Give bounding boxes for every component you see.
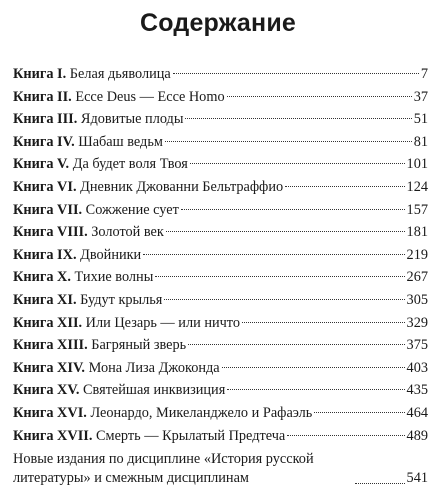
toc-chapter-name: Ecce Deus — Ecce Homo: [75, 88, 225, 105]
toc-entry: [13, 86, 428, 109]
toc-chapter-name: Леонардо, Микеланджело и Рафаэль: [90, 404, 313, 421]
toc-entry-final: [13, 450, 428, 488]
dot-leader: [181, 209, 405, 210]
toc-chapter-name: Мона Лиза Джоконда: [88, 359, 220, 376]
toc-chapter-name: Новые издания по дисциплине «История русской литературы» и смежным дисциплинам: [13, 451, 314, 487]
toc-entry: [13, 379, 428, 402]
toc-entry-title: [13, 221, 166, 244]
toc-page-number: 157: [406, 201, 428, 218]
dot-leader: [164, 299, 404, 300]
toc-entry-title: [13, 379, 227, 402]
toc-chapter-name: Да будет воля Твоя: [72, 156, 188, 173]
toc-book-number: Книга IV.: [13, 133, 75, 150]
toc-book-number: Книга VII.: [13, 201, 83, 218]
toc-page-number: 464: [406, 404, 428, 421]
toc-entry: [13, 402, 428, 425]
toc-page-number: 219: [406, 246, 428, 263]
toc-page-number: 435: [406, 382, 428, 399]
toc-chapter-name: Тихие волны: [74, 269, 154, 286]
toc-entry: [13, 221, 428, 244]
dot-leader: [155, 276, 404, 277]
toc-chapter-name: Святейшая инквизиция: [83, 382, 226, 399]
toc-entry: [13, 244, 428, 267]
toc-book-number: Книга III.: [13, 111, 78, 128]
toc-entry: [13, 289, 428, 312]
toc-book-number: Книга I.: [13, 66, 67, 82]
toc-entry-title: [13, 312, 242, 335]
toc-page-number: 37: [413, 88, 428, 105]
toc-book-number: Книга XVII.: [13, 427, 93, 444]
toc-entry: [13, 153, 428, 176]
toc-entry: [13, 312, 428, 335]
dot-leader: [287, 435, 404, 436]
toc-page-number: 51: [413, 111, 428, 128]
toc-chapter-name: Смерть — Крылатый Предтеча: [96, 427, 286, 444]
toc-page-number: 375: [406, 337, 428, 354]
toc-book-number: Книга XII.: [13, 314, 83, 331]
page-title: Содержание: [139, 9, 297, 37]
toc-page-number: 403: [406, 359, 428, 376]
toc-entry: [13, 199, 428, 222]
toc-entry-title: [13, 244, 143, 267]
toc-chapter-name: Багряный зверь: [91, 337, 187, 354]
dot-leader: [222, 367, 405, 368]
toc-book-number: Книга VIII.: [13, 224, 88, 241]
dot-leader: [188, 344, 404, 345]
toc-entry-title: [13, 131, 165, 154]
toc-chapter-name: Двойники: [80, 246, 142, 263]
toc-entry: [13, 131, 428, 154]
dot-leader: [173, 73, 419, 74]
toc-book-number: Книга XIII.: [13, 337, 88, 354]
toc-page-number: 7: [420, 66, 428, 82]
dot-leader: [227, 96, 412, 97]
toc-chapter-name: Белая дьяволица: [69, 66, 171, 82]
toc-entry: [13, 334, 428, 357]
toc-entry-title: [13, 199, 181, 222]
toc-page-number: 267: [406, 269, 428, 286]
toc-entry-title: [13, 357, 222, 380]
toc-page-number: 81: [413, 133, 428, 150]
toc-entry-title: [13, 63, 173, 86]
toc-entry-title: [13, 153, 190, 176]
toc-book-number: Книга X.: [13, 269, 71, 286]
toc-entry: [13, 108, 428, 131]
toc-chapter-name: Шабаш ведьм: [78, 133, 163, 150]
toc-page-number: 101: [406, 156, 428, 173]
toc-book-number: Книга XVI.: [13, 404, 87, 421]
dot-leader: [165, 141, 412, 142]
toc-entry: [13, 63, 428, 86]
toc-chapter-name: Сожжение сует: [85, 201, 179, 218]
toc-chapter-name: Ядовитые плоды: [80, 111, 184, 128]
toc-book-number: Книга II.: [13, 88, 72, 105]
toc-entry: [13, 176, 428, 199]
toc-page-number: 489: [406, 427, 428, 444]
dot-leader: [227, 389, 404, 390]
toc-entry: [13, 357, 428, 380]
dot-leader: [314, 412, 404, 413]
dot-leader: [242, 322, 405, 323]
toc-entry-title: [13, 334, 188, 357]
toc-book-number: Книга XV.: [13, 382, 80, 399]
toc-book-number: Книга XI.: [13, 291, 77, 308]
toc-chapter-name: Дневник Джованни Бельтраффио: [80, 178, 284, 195]
dot-leader: [185, 118, 411, 119]
toc-book-number: Книга V.: [13, 156, 70, 173]
toc-entry-title: [13, 86, 227, 109]
toc-entry: [13, 425, 428, 448]
toc-entry-title: [13, 425, 287, 448]
toc-book-number: Книга IX.: [13, 246, 77, 263]
toc-entry-title: [13, 176, 285, 199]
toc-chapter-name: Будут крылья: [80, 291, 163, 308]
dot-leader: [285, 186, 404, 187]
toc-entry-title: [13, 266, 155, 289]
toc-chapter-name: Или Цезарь — или ничто: [85, 314, 241, 331]
toc-page-number: 305: [406, 291, 428, 308]
toc-chapter-name: Золотой век: [91, 224, 164, 241]
table-of-contents: [13, 63, 428, 488]
toc-page-number: 541: [406, 470, 428, 487]
toc-entry-title: [13, 289, 164, 312]
dot-leader: [190, 163, 405, 164]
toc-book-number: Книга XIV.: [13, 359, 86, 376]
dot-leader: [143, 254, 404, 255]
toc-entry: [13, 266, 428, 289]
dot-leader: [166, 231, 405, 232]
toc-page-number: 124: [406, 178, 428, 195]
toc-entry-title: [13, 108, 185, 131]
toc-page-number: 329: [406, 314, 428, 331]
toc-entry-title: [13, 402, 314, 425]
toc-page-number: 181: [406, 224, 428, 241]
toc-book-number: Книга VI.: [13, 178, 77, 195]
